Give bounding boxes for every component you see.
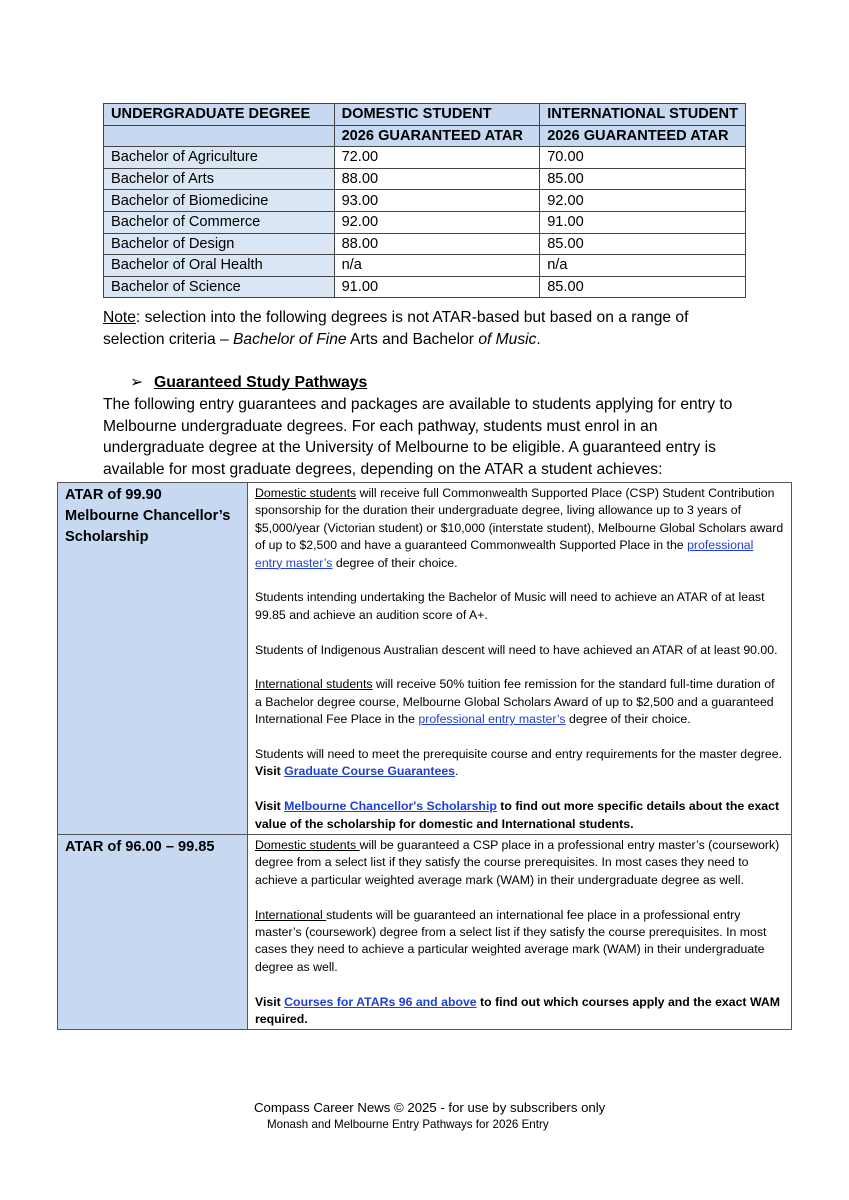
footer-document-title: Monash and Melbourne Entry Pathways for 2026 Entry [267,1118,549,1131]
pathway-label-99-90 [58,483,248,835]
table-row [104,255,746,277]
domestic-atar-cell: 91.00 [334,276,540,298]
atar-table-header-row [104,104,746,126]
prerequisite-text: Students will need to meet the prerequisite course and entry requirements for the master degree. [255,747,783,762]
international-atar-cell: 85.00 [540,233,746,255]
degree-cell: Bachelor of Commerce [104,211,335,233]
domestic-students-paragraph [255,485,784,572]
table-row [104,190,746,212]
prerequisite-paragraph [255,746,784,781]
table-row [104,276,746,298]
domestic-atar-cell: n/a [334,255,540,277]
domestic-students-end: degree of their choice. [332,555,458,570]
header-degree-blank [104,125,335,147]
international-atar-cell: 85.00 [540,168,746,190]
pathway-details-96 [248,835,792,1030]
domestic-students-paragraph [255,837,784,889]
domestic-atar-cell: 72.00 [334,147,540,169]
music-paragraph: Students intending undertaking the Bachelor of Music will need to achieve an ATAR of at least 99.85 and achieve an audition score of A+. [255,590,765,622]
international-students-end: degree of their choice. [565,712,691,727]
footer-copyright: Compass Career News © 2025 - for use by subscribers only [254,1100,606,1115]
international-label: International [255,907,327,922]
international-atar-cell: n/a [540,255,746,277]
international-students-paragraph [255,907,784,977]
degree-cell: Bachelor of Science [104,276,335,298]
note-label: Note [103,309,136,326]
pathway-row-96-99-85 [58,835,792,1030]
atar-table-subheader-row [104,125,746,147]
international-students-paragraph [255,676,784,728]
international-atar-cell: 70.00 [540,147,746,169]
note-italic-music: of Music [478,330,537,348]
pathway-details-99-90 [248,483,792,835]
domestic-atar-cell: 93.00 [334,190,540,212]
professional-entry-masters-link[interactable]: professional entry master’s [255,538,754,570]
note-text-3: . [536,330,541,348]
visit-label: Visit [255,764,285,779]
indigenous-paragraph: Students of Indigenous Australian descent will need to have achieved an ATAR of at least 90.00. [255,642,778,657]
prerequisite-end: . [455,764,459,779]
note-text: : selection into the following degrees is not ATAR-based but based on a range of selection criteria – [103,309,689,348]
header-degree: UNDERGRADUATE DEGREE [104,104,335,126]
scholarship-info-text: to find out more specific details about the exact value of the scholarship for domestic and International students. [255,799,780,831]
pathway-label-96: ATAR of 96.00 – 99.85 [58,835,248,1030]
domestic-students-label: Domestic students [255,486,357,500]
table-row [104,147,746,169]
international-atar-cell: 85.00 [540,276,746,298]
graduate-course-guarantees-link[interactable]: Graduate Course Guarantees [284,764,456,779]
degree-cell: Bachelor of Design [104,233,335,255]
pathways-heading [130,372,367,392]
scholarship-info-paragraph [255,798,784,833]
international-atar-cell: 91.00 [540,211,746,233]
domestic-students-text: will be guaranteed a CSP place in a professional entry master’s (coursework) degree from a select list if they satisfy the course prerequisites. In most cases they need to achieve a particular weighted average mark (WAM) in their undergraduate degree as well. [255,838,780,887]
note-italic-fine-arts: Bachelor of Fine [233,330,347,348]
professional-entry-masters-link-2[interactable]: professional entry master’s [418,712,566,727]
domestic-atar-cell: 92.00 [334,211,540,233]
atar-table [103,103,746,298]
pathway-label-scholarship: Melbourne Chancellor’s Scholarship [65,508,231,545]
degree-cell: Bachelor of Arts [104,168,335,190]
note-text-2: Arts and Bachelor [346,330,479,348]
selection-note [103,307,743,350]
courses-info-text: to find out which courses apply and the exact WAM required. [255,994,780,1027]
pathway-row-99-90 [58,483,792,835]
table-row [104,168,746,190]
table-row [104,211,746,233]
courses-for-atars-96-link[interactable]: Courses for ATARs 96 and above [284,994,477,1009]
pathways-table [57,482,792,1030]
domestic-atar-cell: 88.00 [334,168,540,190]
header-international-atar: 2026 GUARANTEED ATAR [540,125,746,147]
degree-cell: Bachelor of Biomedicine [104,190,335,212]
courses-info-paragraph [255,994,784,1029]
degree-cell: Bachelor of Oral Health [104,255,335,277]
table-row [104,233,746,255]
international-atar-cell: 92.00 [540,190,746,212]
domestic-students-label: Domestic students [255,838,360,853]
header-domestic-atar: 2026 GUARANTEED ATAR [334,125,540,147]
header-international: INTERNATIONAL STUDENT [540,104,746,126]
international-students-text: will receive 50% tuition fee remission for the standard full-time duration of a Bachelor degree course, Melbourne Global Scholars Award of up to $2,500 and a guaranteed International Fee Place in the [255,677,775,727]
degree-cell: Bachelor of Agriculture [104,147,335,169]
arrow-bullet-icon: ➢ [130,374,144,391]
international-students-label: International students [255,677,373,692]
visit-label-3: Visit [255,994,285,1009]
domestic-students-text: will receive full Commonwealth Supported Place (CSP) Student Contribution sponsorship for the duration their undergraduate degree, living allowance up to 3 years of $5,000/year (Victorian student) or $10,000 (interstate student), Melbourne Global Scholars award of up to $2,500 and have a guaranteed Commonwealth Supported Place in the [255,486,784,553]
visit-label-2: Visit [255,799,285,814]
chancellors-scholarship-link[interactable]: Melbourne Chancellor's Scholarship [284,799,497,814]
pathways-heading-text: Guaranteed Study Pathways [154,374,368,391]
header-domestic: DOMESTIC STUDENT [334,104,540,126]
pathways-intro: The following entry guarantees and packages are available to students applying for entry to Melbourne undergraduate degrees. For each pathway, students must enrol in an undergraduate degree at the University of Melbourne to be eligible. A guaranteed entry is available for most graduate degrees, depending on the ATAR a student achieves: [103,396,733,478]
pathway-label-atar: ATAR of 99.90 [65,487,162,503]
international-students-text: students will be guaranteed an international fee place in a professional entry master’s (coursework) degree from a select list if they satisfy the course prerequisites. In most cases they need to achieve a particular weighted average mark (WAM) in their undergraduate degree as well. [255,907,767,974]
domestic-atar-cell: 88.00 [334,233,540,255]
